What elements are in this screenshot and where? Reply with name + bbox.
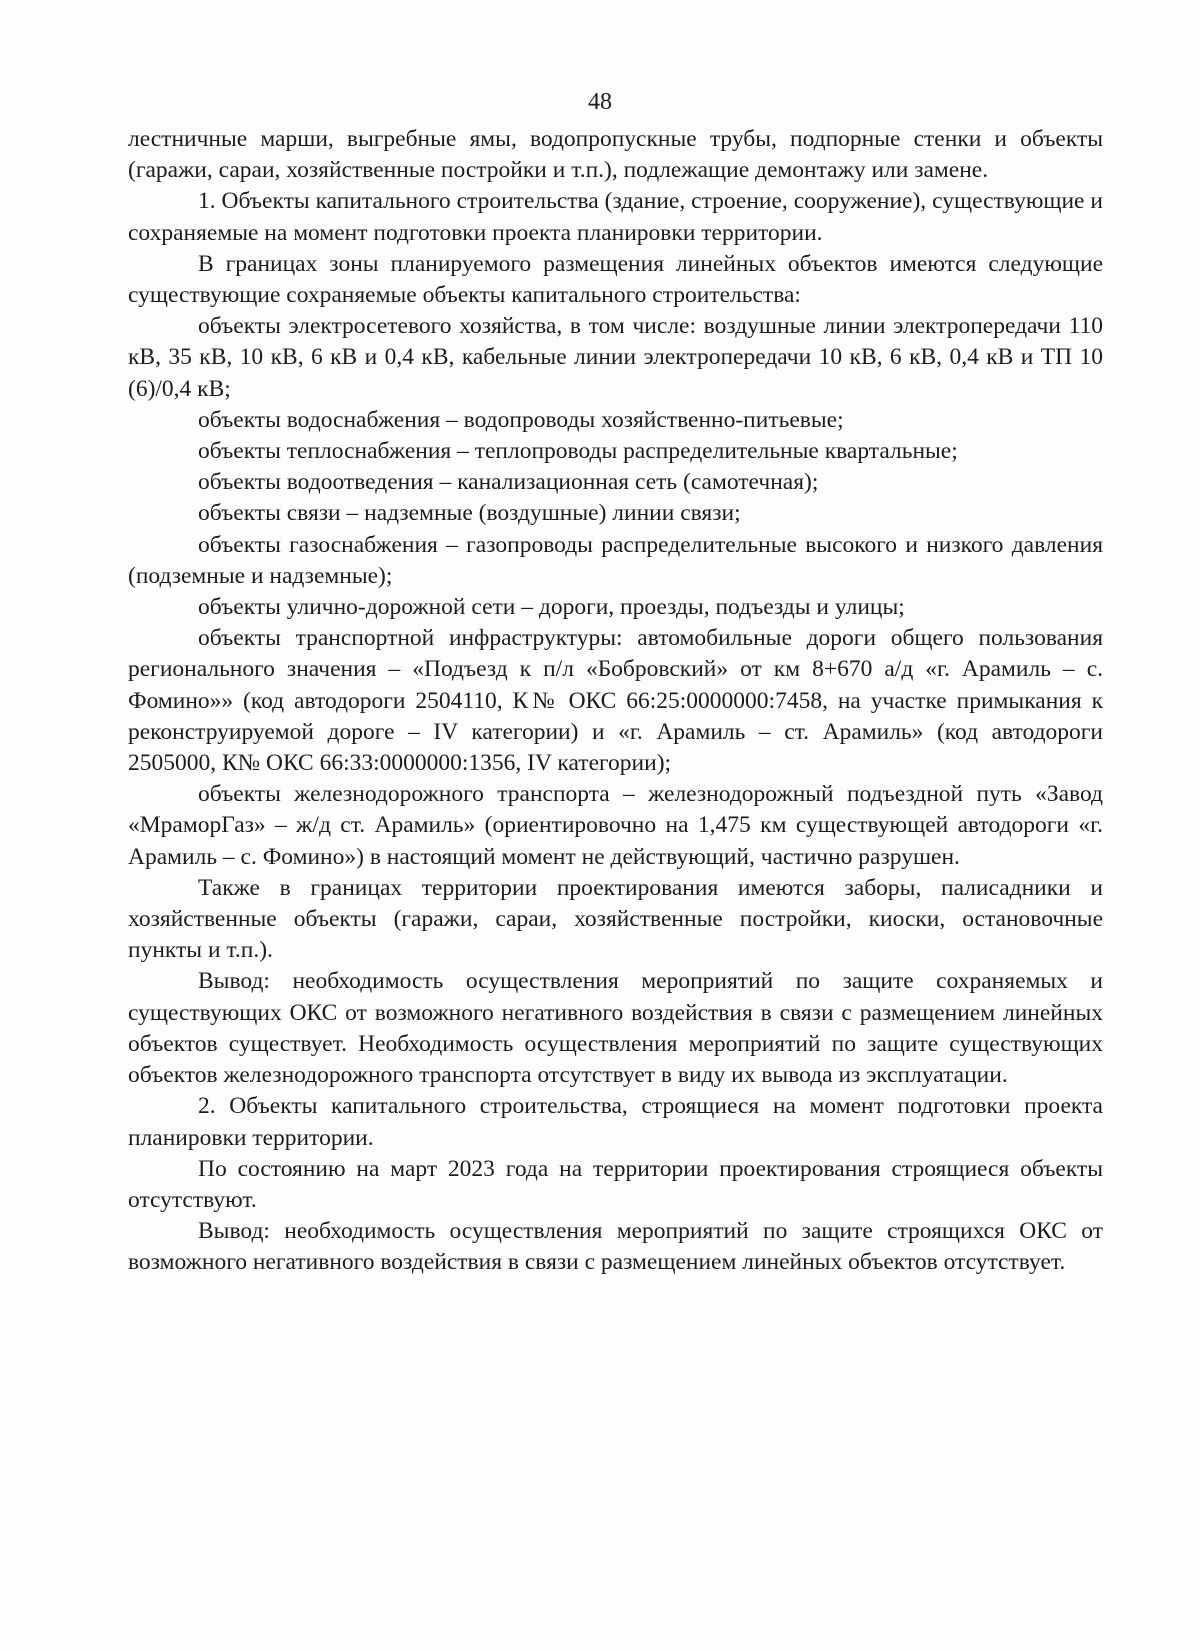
document-body xyxy=(128,124,1103,1279)
list-item-street-network: объекты улично-дорожной сети – дороги, проезды, подъезды и улицы; xyxy=(198,594,905,621)
paragraph-conclusion-existing: Вывод: необходимость осуществления мероприятий по защите сохраняемых и существующих ОКС от возможного негативного воздействия в связи с размещением линейных объектов существует. Необходимость осуществления мероприятий по защите существующих объектов железнодорожного транспорта отсутствует в виду их вывода из эксплуатации. xyxy=(128,968,1103,1089)
list-item-communications: объекты связи – надземные (воздушные) линии связи; xyxy=(198,500,741,527)
list-item-gas-supply: объекты газоснабжения – газопроводы распределительные высокого и низкого давления (подземные и надземные); xyxy=(128,531,1103,589)
paragraph-fences: Также в границах территории проектирования имеются заборы, палисадники и хозяйственные объекты (гаражи, сараи, хозяйственные постройки, киоски, остановочные пункты и т.п.). xyxy=(128,874,1103,964)
list-item-electric-grid: объекты электросетевого хозяйства, в том числе: воздушные линии электропередачи 110 кВ, 35 кВ, 10 кВ, 6 кВ и 0,4 кВ, кабельные линии электропередачи 10 кВ, 6 кВ, 0,4 кВ и ТП 10 (6)/0,4 кВ; xyxy=(128,313,1103,402)
list-item-transport-infrastructure: объекты транспортной инфраструктуры: автомобильные дороги общего пользования регионального значения – «Подъезд к п/л «Бобровский» от км 8+670 а/д «г. Арамиль – с. Фомино»» (код автодороги 2504110, К№ ОКС 66:25:0000000:7458, на участке примыкания к реконструируемой дороге – IV категории) и «г. Арамиль – ст. Арамиль» (код автодороги 2505000, К№ ОКС 66:33:0000000:1356, IV категории); xyxy=(128,625,1103,777)
paragraph-conclusion-under-construction: Вывод: необходимость осуществления мероприятий по защите строящихся ОКС от возможного негативного воздействия в связи с размещением линейных объектов отсутствует. xyxy=(128,1218,1103,1276)
paragraph-continuation: лестничные марши, выгребные ямы, водопропускные трубы, подпорные стенки и объекты (гаражи, сараи, хозяйственные постройки и т.п.), подлежащие демонтажу или замене. xyxy=(128,126,1103,184)
paragraph-status-march-2023: По состоянию на март 2023 года на территории проектирования строящиеся объекты отсутствуют. xyxy=(128,1155,1103,1213)
list-item-railway-transport: объекты железнодорожного транспорта – железнодорожный подъездной путь «Завод «МраморГаз» – ж/д ст. Арамиль» (ориентировочно на 1,475 км существующей автодороги «г. Арамиль – с. Фомино») в настоящий момент не действующий, частично разрушен. xyxy=(128,781,1103,870)
section-heading-existing-objects: 1. Объекты капитального строительства (здание, строение, сооружение), существующие и сохраняемые на момент подготовки проекта планировки территории. xyxy=(128,188,1103,246)
list-item-heat-supply: объекты теплоснабжения – теплопроводы распределительные квартальные; xyxy=(198,438,958,465)
page-number: 48 xyxy=(588,89,612,115)
section-heading-under-construction: 2. Объекты капитального строительства, строящиеся на момент подготовки проекта планировки территории. xyxy=(128,1093,1103,1151)
list-item-sewage: объекты водоотведения – канализационная сеть (самотечная); xyxy=(198,469,819,496)
list-item-water-supply: объекты водоснабжения – водопроводы хозяйственно-питьевые; xyxy=(198,406,844,433)
paragraph-existing-intro: В границах зоны планируемого размещения линейных объектов имеются следующие существующие сохраняемые объекты капитального строительства: xyxy=(128,250,1103,309)
